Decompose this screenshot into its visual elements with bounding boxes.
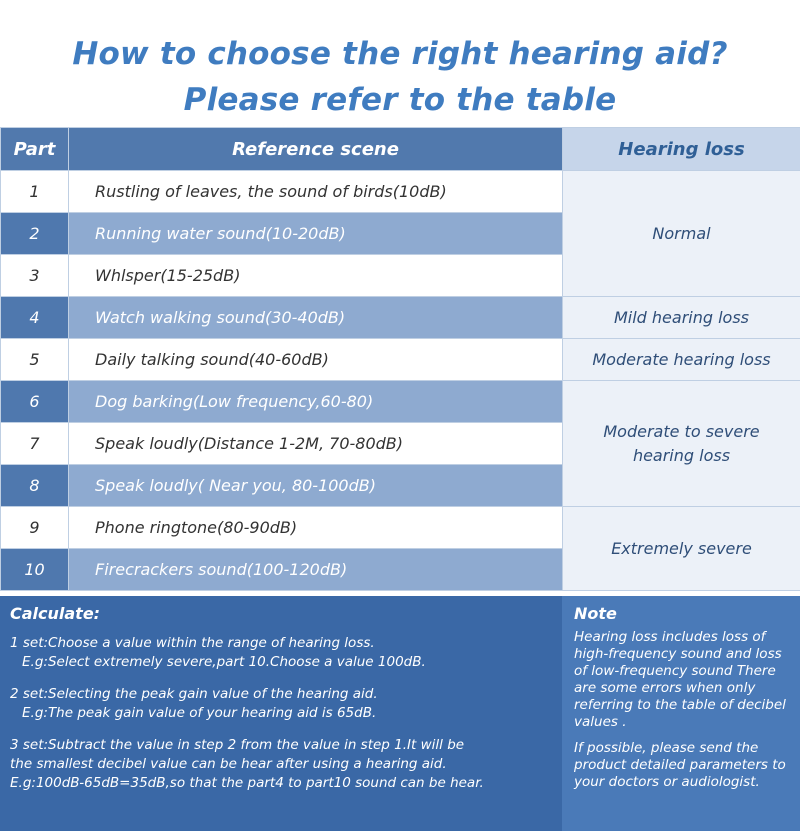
- reference-scene: Phone ringtone(80-90dB): [69, 507, 563, 549]
- header-hearing-loss: Hearing loss: [563, 128, 800, 171]
- calculate-panel: [0, 596, 562, 831]
- calc-step-1-text: 1 set:Choose a value within the range of hearing loss.: [10, 635, 375, 651]
- part-number: 6: [1, 381, 69, 423]
- part-number: 10: [1, 549, 69, 591]
- page-title-line1: How to choose the right hearing aid?: [72, 36, 728, 72]
- calc-step-2-example: E.g:The peak gain value of your hearing aid is 65dB.: [22, 705, 377, 721]
- calc-step-3-example: E.g:100dB-65dB=35dB,so that the part4 to part10 sound can be hear.: [10, 775, 484, 791]
- hearing-loss-moderate-to-severe: [563, 381, 800, 507]
- table-header-row: [1, 128, 800, 171]
- calc-step-3: [10, 736, 552, 793]
- table-row: [1, 339, 800, 381]
- calculate-heading: Calculate:: [10, 604, 101, 623]
- note-paragraph-1: Hearing loss includes loss of high-frequency sound and loss of low-frequency sound There are some errors when only referring to the table of decibel values .: [574, 629, 786, 730]
- part-number: 3: [1, 255, 69, 297]
- reference-scene: Whlsper(15-25dB): [69, 255, 563, 297]
- table-row: [1, 381, 800, 423]
- reference-scene: Running water sound(10-20dB): [69, 213, 563, 255]
- reference-scene: Rustling of leaves, the sound of birds(10dB): [69, 171, 563, 213]
- calc-step-1-example: E.g:Select extremely severe,part 10.Choose a value 100dB.: [22, 654, 426, 670]
- calc-step-1: [10, 634, 552, 672]
- part-number: 7: [1, 423, 69, 465]
- part-number: 5: [1, 339, 69, 381]
- calc-step-3-text: 3 set:Subtract the value in step 2 from the value in step 1.It will be: [10, 737, 465, 753]
- hearing-loss-mild: Mild hearing loss: [563, 297, 800, 339]
- table-row: [1, 297, 800, 339]
- loss-label-line2: hearing loss: [632, 445, 731, 465]
- hearing-reference-table: [0, 127, 800, 591]
- reference-scene: Speak loudly( Near you, 80-100dB): [69, 465, 563, 507]
- note-paragraph-2: If possible, please send the product detailed parameters to your doctors or audiologist.: [574, 740, 786, 790]
- part-number: 4: [1, 297, 69, 339]
- note-heading: Note: [574, 604, 617, 623]
- part-number: 1: [1, 171, 69, 213]
- calc-step-3-continued: the smallest decibel value can be hear after using a hearing aid.: [10, 756, 447, 772]
- header-part: Part: [1, 128, 69, 171]
- reference-scene: Dog barking(Low frequency,60-80): [69, 381, 563, 423]
- calc-step-2: [10, 685, 552, 723]
- page-title-line2: Please refer to the table: [183, 82, 617, 118]
- reference-scene: Speak loudly(Distance 1-2M, 70-80dB): [69, 423, 563, 465]
- note-panel: [562, 596, 800, 831]
- part-number: 8: [1, 465, 69, 507]
- calc-step-2-text: 2 set:Selecting the peak gain value of the hearing aid.: [10, 686, 378, 702]
- part-number: 9: [1, 507, 69, 549]
- table-row: [1, 171, 800, 213]
- reference-scene: Watch walking sound(30-40dB): [69, 297, 563, 339]
- loss-label-line1: Moderate to severe: [603, 421, 760, 441]
- hearing-loss-moderate: Moderate hearing loss: [563, 339, 800, 381]
- reference-scene: Firecrackers sound(100-120dB): [69, 549, 563, 591]
- header-reference-scene: Reference scene: [69, 128, 563, 171]
- table-row: [1, 507, 800, 549]
- hearing-loss-normal: Normal: [563, 171, 800, 297]
- reference-scene: Daily talking sound(40-60dB): [69, 339, 563, 381]
- part-number: 2: [1, 213, 69, 255]
- hearing-loss-extremely-severe: Extremely severe: [563, 507, 800, 591]
